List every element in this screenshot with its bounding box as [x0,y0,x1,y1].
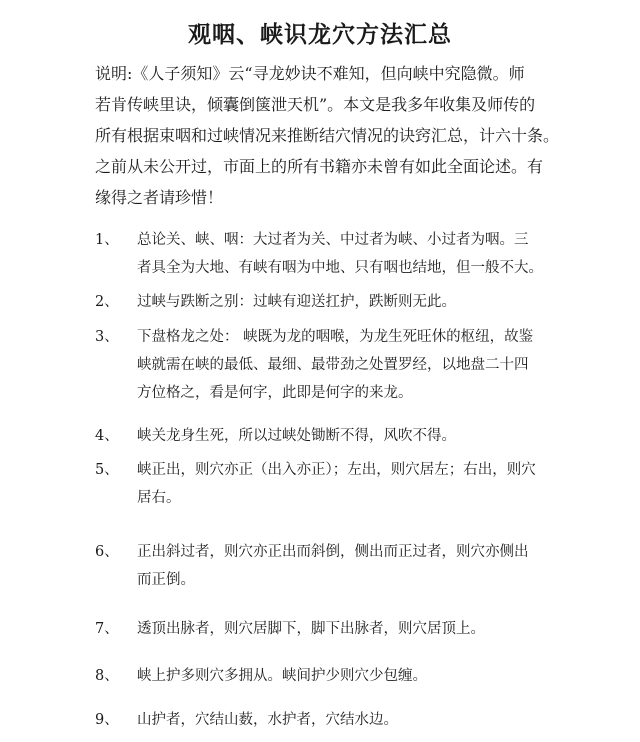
item-number: 9、 [95,712,119,728]
item-text [137,226,567,282]
item-line: 峡正出，则穴亦正（出入亦正）；左出，则穴居左；右出，则穴 [137,462,536,478]
item-text [137,706,567,734]
item-text [137,538,567,594]
item-line: 者具全为大地、有峡有咽为中地、只有咽也结地，但一般不大。 [137,260,543,276]
item-line: 总论关、峡、咽：大过者为关、中过者为峡、小过者为咽。三 [137,232,529,248]
item-line: 透顶出脉者，则穴居脚下，脚下出脉者，则穴居顶上。 [137,621,485,637]
intro-paragraph [95,58,565,213]
item-text [137,422,567,450]
item-number: 6、 [95,544,119,560]
item-text [137,615,567,643]
item-number: 1、 [95,232,119,248]
intro-line: 缘得之者请珍惜！ [95,188,224,207]
item-text [137,288,567,316]
item-line: 过峡与跌断之别：过峡有迎送扛护，跌断则无此。 [137,294,456,310]
item-line: 下盘格龙之处： 峡既为龙的咽喉，为龙生死旺休的枢纽，故鉴 [137,329,534,345]
item-line: 而正倒。 [137,572,195,588]
item-line: 峡关龙身生死，所以过峡处锄断不得，风吹不得。 [137,428,456,444]
intro-line: 说明:《人子须知》云“寻龙妙诀不难知，但向峡中究隐微。师 [95,64,525,83]
item-line: 峡就需在峡的最低、最细、最带劲之处置罗经，以地盘二十四 [137,357,529,373]
item-number: 7、 [95,621,119,637]
item-line: 正出斜过者，则穴亦正出而斜倒，侧出而正过者，则穴亦侧出 [137,544,529,560]
item-line: 居右。 [137,490,181,506]
intro-line: 若肯传峡里诀，倾囊倒箧泄天机”。本文是我多年收集及师传的 [95,95,536,114]
item-text [137,456,567,512]
item-number: 5、 [95,462,119,478]
intro-line: 所有根据束咽和过峡情况来推断结穴情况的诀窍汇总，计六十条。 [95,126,560,145]
item-number: 3、 [95,329,119,345]
item-text [137,662,567,690]
item-text [137,323,567,407]
item-line: 峡上护多则穴多拥从。峡间护少则穴少包缠。 [137,668,427,684]
item-number: 8、 [95,668,119,684]
item-line: 方位格之，看是何字，此即是何字的来龙。 [137,385,413,401]
item-number: 2、 [95,294,119,310]
item-number: 4、 [95,428,119,444]
document-title: 观咽、峡识龙穴方法汇总 [188,22,452,48]
item-line: 山护者，穴结山薮，水护者，穴结水边。 [137,712,398,728]
intro-line: 之前从未公开过，市面上的所有书籍亦未曾有如此全面论述。有 [95,157,544,176]
